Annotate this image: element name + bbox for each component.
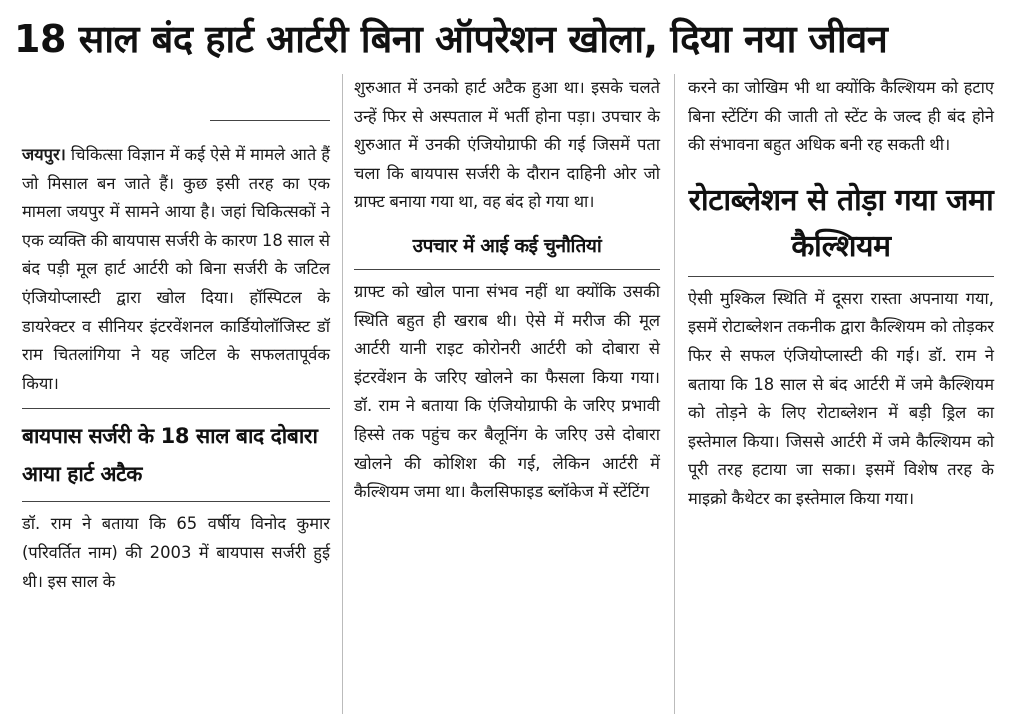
intro-paragraph <box>22 141 330 398</box>
subhead-treatment-challenges: उपचार में आई कई चुनौतियां <box>412 234 602 257</box>
column-divider <box>342 74 343 714</box>
intro-text: चिकित्सा विज्ञान में कई ऐसे में मामले आते हैं जो मिसाल बन जाते हैं। कुछ इसी तरह का एक मामला जयपुर में सामने आया है। जहां चिकित्सकों ने एक व्यक्ति की बायपास सर्जरी के कारण 18 साल से बंद पड़ी मूल हार्ट आर्टरी को बिना सर्जरी के जटिल एंजियोप्लास्टी द्वारा खोल दिया। हॉस्पिटल के डायरेक्टर व सीनियर इंटरवेंशनल कार्डियोलॉजिस्ट डॉ राम चितलांगिया ने यह जटिल के सफलतापूर्वक किया। <box>22 145 330 393</box>
dateline: जयपुर। <box>22 145 66 164</box>
column-divider <box>674 74 675 714</box>
column-top-rule <box>210 120 330 121</box>
subhead-rotablation-calcium: रोटाब्लेशन से तोड़ा गया जमा कैल्शियम <box>688 182 994 264</box>
body-paragraph: ग्राफ्ट को खोल पाना संभव नहीं था क्योंकि उसकी स्थिति बहुत ही खराब थी। ऐसे में मरीज की मूल आर्टरी यानी राइट कोरोनरी आर्टरी को दोबारा से इंटरवेंशन के जरिए खोलने का फैसला किया गया। डॉ. राम ने बताया कि एंजियोग्राफी के जरिए प्रभावी हिस्से तक पहुंच कर बैलूनिंग के जरिए उसे दोबारा खोलने की कोशिश की गई, लेकिन आर्टरी में कैल्शियम जमा था। कैलसिफाइड ब्लॉकेज में स्टेंटिंग <box>354 281 660 502</box>
subhead-rule <box>22 408 330 409</box>
column-3 <box>688 74 994 514</box>
subhead-rule <box>688 276 994 277</box>
subhead-bypass-heart-attack: बायपास सर्जरी के 18 साल बाद दोबारा आया हार्ट अटैक <box>22 424 318 487</box>
body-paragraph: शुरुआत में उनको हार्ट अटैक हुआ था। इसके चलते उन्हें फिर से अस्पताल में भर्ती होना पड़ा। उपचार के शुरुआत में उनकी एंजियोग्राफी की गई जिसमें पता चला कि बायपास सर्जरी के दौरान दाहिनी ओर जो ग्राफ्ट बनाया गया था, वह बंद हो गया था। <box>354 78 660 212</box>
headline: 18 साल बंद हार्ट आर्टरी बिना ऑपरेशन खोला, दिया नया जीवन <box>14 17 888 61</box>
body-paragraph: करने का जोखिम भी था क्योंकि कैल्शियम को हटाए बिना स्टेंटिंग की जाती तो स्टेंट के जल्द ही बंद होने की संभावना बहुत अधिक बनी रह सकती थी। <box>688 78 994 155</box>
body-paragraph: डॉ. राम ने बताया कि 65 वर्षीय विनोद कुमार (परिवर्तित नाम) की 2003 में बायपास सर्जरी हुई थी। इस साल के <box>22 514 330 591</box>
subhead-rule <box>354 269 660 270</box>
column-1 <box>22 74 330 596</box>
subhead-rule <box>22 501 330 502</box>
body-paragraph: ऐसी मुश्किल स्थिति में दूसरा रास्ता अपनाया गया, इसमें रोटाब्लेशन तकनीक द्वारा कैल्शियम को तोड़कर फिर से सफल एंजियोप्लास्टी की गई। डॉ. राम ने बताया कि 18 साल से बंद आर्टरी में जमे कैल्शियम को तोड़ने के लिए रोटाब्लेशन में बड़ी ड्रिल का इस्तेमाल किया। जिससे आर्टरी में जमे कैल्शियम को पूरी तरह हटाया जा सका। इसमें विशेष तरह के माइक्रो कैथेटर का इस्तेमाल किया गया। <box>688 288 994 508</box>
column-2 <box>354 74 660 507</box>
